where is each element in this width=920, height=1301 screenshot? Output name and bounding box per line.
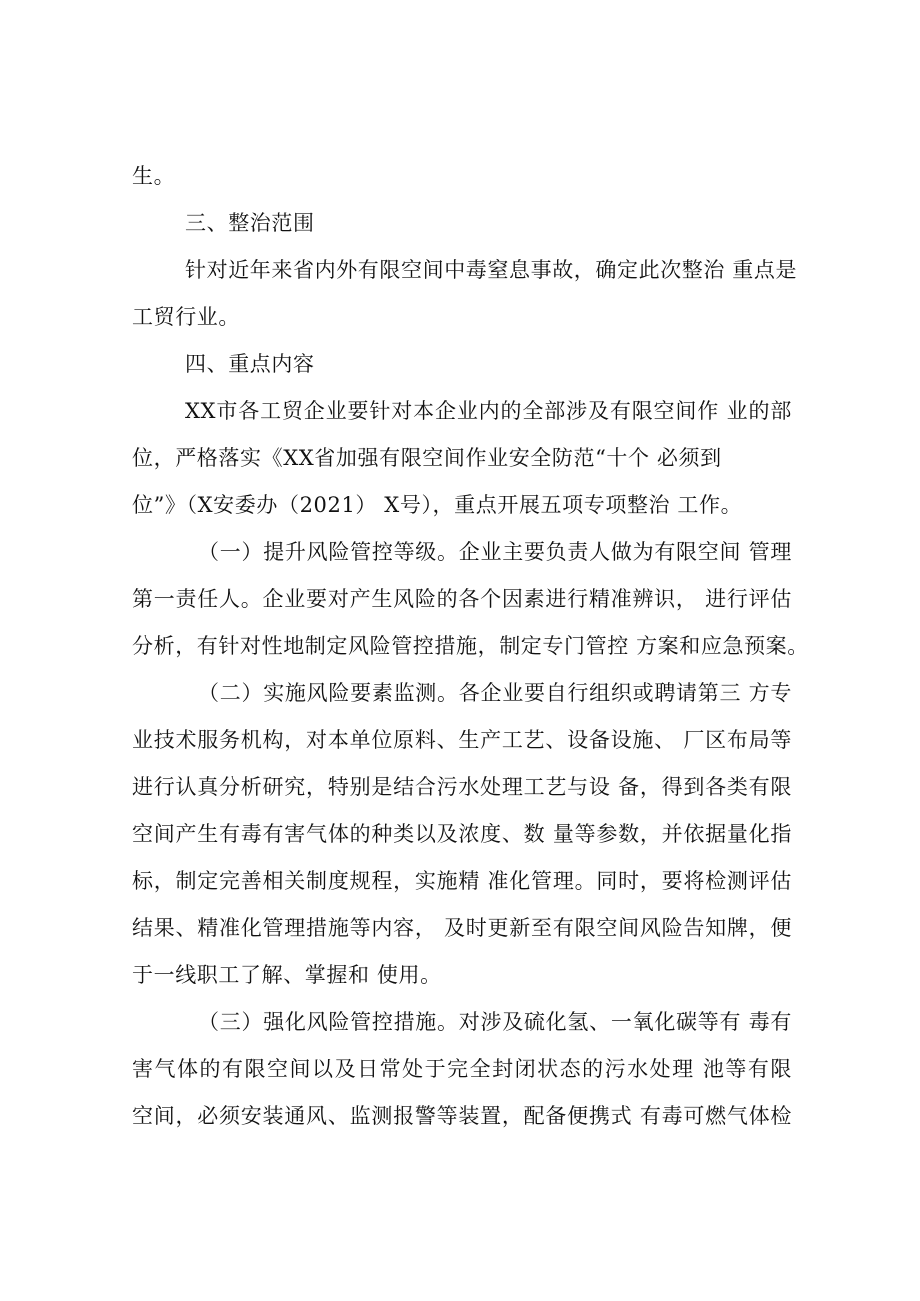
text-line-1: 生。: [132, 164, 176, 188]
section-heading-key-content: 四、重点内容: [185, 352, 315, 376]
paragraph-2-line-3: 进行认真分析研究，特别是结合污水处理工艺与设 备，得到各类有限: [132, 775, 792, 799]
paragraph-2-line-1: （二）实施风险要素监测。各企业要自行组织或聘请第三 方专: [198, 681, 792, 705]
paragraph-3-line-2: 害气体的有限空间以及日常处于完全封闭状态的污水处理 池等有限: [132, 1057, 792, 1081]
paragraph-3-line-1: （三）强化风险管控措施。对涉及硫化氢、一氧化碳等有 毒有: [198, 1010, 792, 1034]
paragraph-2-line-6: 结果、精准化管理措施等内容， 及时更新至有限空间风险告知牌，便: [132, 916, 792, 940]
paragraph-2-line-2: 业技术服务机构，对本单位原料、生产工艺、设备设施、 厂区布局等: [132, 728, 792, 752]
section-heading-scope: 三、整治范围: [185, 211, 315, 235]
paragraph-1-line-2: 第一责任人。企业要对产生风险的各个因素进行精准辨识， 进行评估: [132, 587, 792, 611]
paragraph-1-line-3: 分析，有针对性地制定风险管控措施，制定专门管控 方案和应急预案。: [132, 634, 809, 658]
text-line-6: XX市各工贸企业要针对本企业内的全部涉及有限空间作 业的部: [185, 399, 792, 423]
text-line-4: 工贸行业。: [132, 305, 240, 329]
paragraph-2-line-7: 于一线职工了解、掌握和 使用。: [132, 963, 442, 987]
text-line-8: 位”》（X安委办（2021） X号），重点开展五项专项整治 工作。: [132, 493, 743, 517]
paragraph-3-line-3: 空间，必须安装通风、监测报警等装置，配备便携式 有毒可燃气体检: [132, 1104, 792, 1128]
text-line-7: 位，严格落实《XX省加强有限空间作业安全防范“十个 必须到: [132, 446, 722, 470]
paragraph-2-line-5: 标，制定完善相关制度规程，实施精 准化管理。同时，要将检测评估: [132, 869, 792, 893]
paragraph-2-line-4: 空间产生有毒有害气体的种类以及浓度、数 量等参数，并依据量化指: [132, 822, 792, 846]
text-line-3: 针对近年来省内外有限空间中毒窒息事故，确定此次整治 重点是: [185, 258, 798, 282]
paragraph-1-line-1: （一）提升风险管控等级。企业主要负责人做为有限空间 管理: [198, 540, 792, 564]
